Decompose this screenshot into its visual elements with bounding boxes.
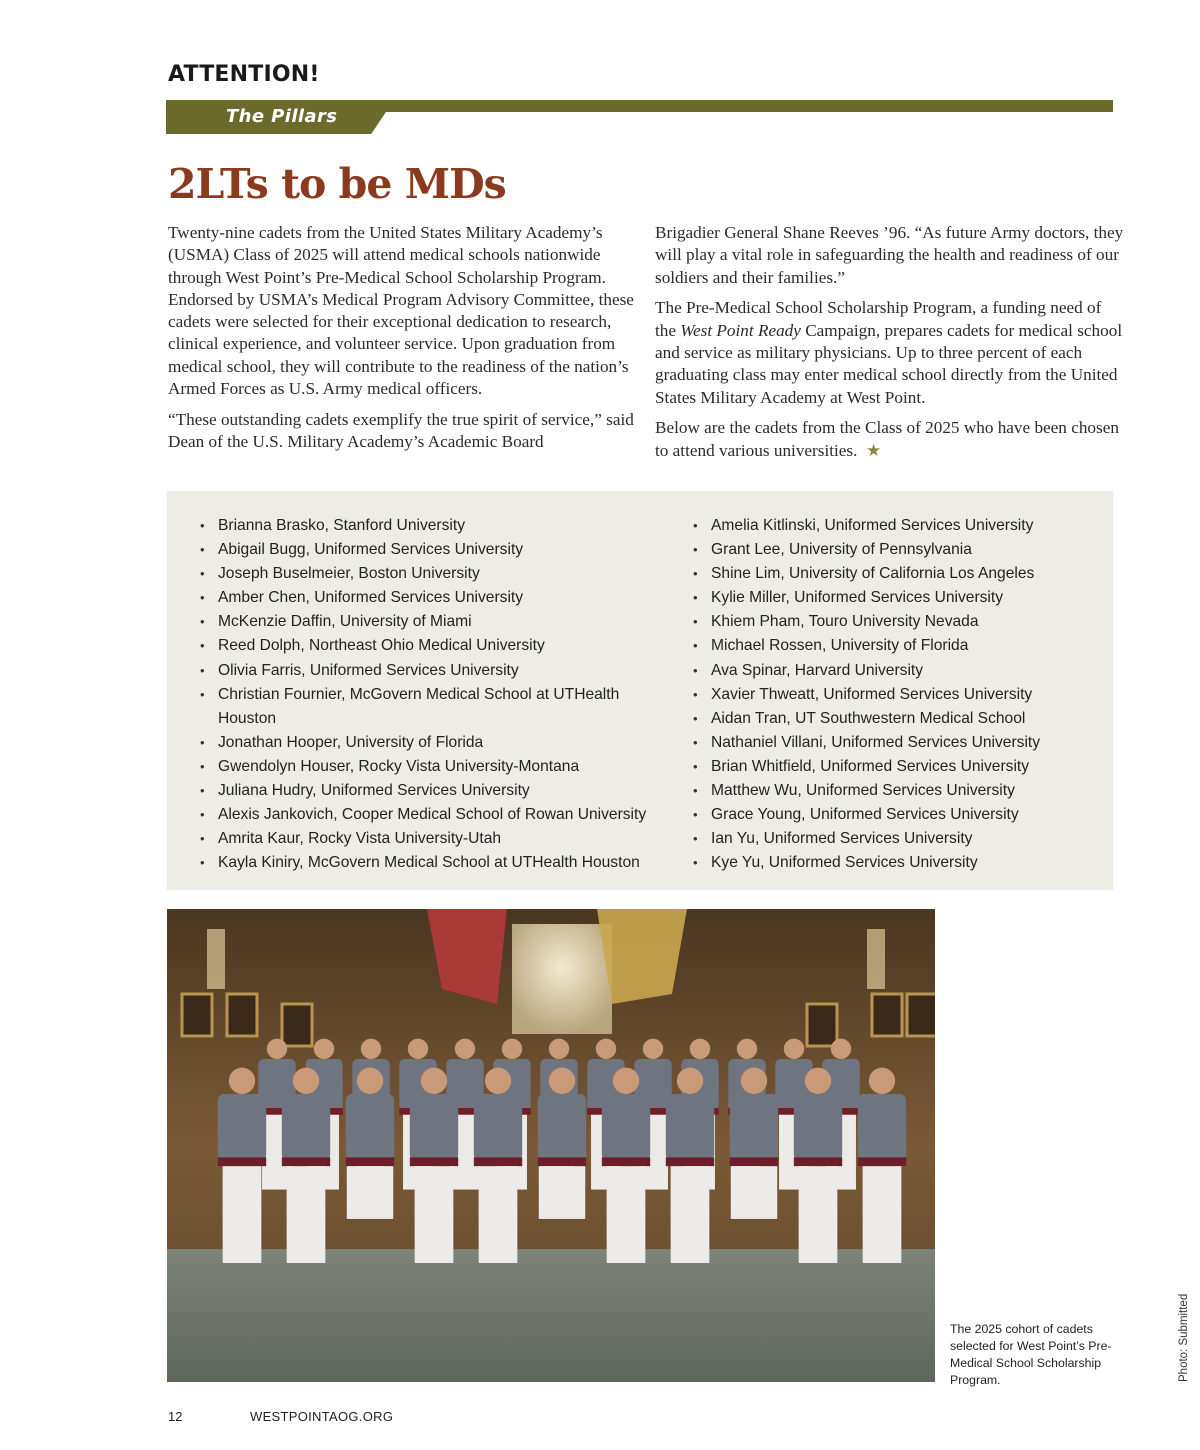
- cadet-list-item: • Jonathan Hooper, University of Florida: [200, 731, 670, 755]
- cadet-list-item: • Alexis Jankovich, Cooper Medical School of Rowan University: [200, 803, 670, 827]
- campaign-name: West Point Ready: [680, 320, 801, 340]
- cadet-list-item: • Abigail Bugg, Uniformed Services University: [200, 538, 670, 562]
- cadet-list-item: • Reed Dolph, Northeast Ohio Medical University: [200, 634, 670, 658]
- cadet-list-item: • Nathaniel Villani, Uniformed Services University: [693, 731, 1093, 755]
- cadet-list-item: • Christian Fournier, McGovern Medical School at UTHealth Houston: [200, 683, 670, 731]
- cadet-list-item: • Kylie Miller, Uniformed Services University: [693, 586, 1093, 610]
- cadet-list-item: • Kayla Kiniry, McGovern Medical School at UTHealth Houston: [200, 851, 670, 875]
- article-paragraph-3: Brigadier General Shane Reeves ’96. “As future Army doctors, they will play a vital role in safeguarding the health and readiness of our soldiers and their families.”: [655, 223, 1124, 287]
- cadet-list-item: • Amrita Kaur, Rocky Vista University-Utah: [200, 827, 670, 851]
- section-label: ATTENTION!: [168, 62, 320, 87]
- cadet-list-item: • Gwendolyn Houser, Rocky Vista University-Montana: [200, 755, 670, 779]
- cadet-list-item: • Ava Spinar, Harvard University: [693, 659, 1093, 683]
- cadet-list-item: • Michael Rossen, University of Florida: [693, 634, 1093, 658]
- footer-site-url: WESTPOINTAOG.ORG: [250, 1409, 394, 1424]
- article-paragraph-2: “These outstanding cadets exemplify the true spirit of service,” said Dean of the U.S. Military Academy’s Academic Board: [168, 409, 634, 452]
- page-number: 12: [168, 1409, 183, 1424]
- paragraph-text: Campaign, prepares cadets for medical school and service as military physicians. Up to three percent of each graduating class may enter medical school directly from the United States Military Academy at West Point.: [655, 320, 1123, 407]
- article-column-right: [655, 222, 1125, 470]
- cadet-list-item: • Shine Lim, University of California Los Angeles: [693, 562, 1093, 586]
- cadet-list-item: • Matthew Wu, Uniformed Services University: [693, 779, 1093, 803]
- cadet-list-item: • Grant Lee, University of Pennsylvania: [693, 538, 1093, 562]
- cadet-list-item: • Amelia Kitlinski, Uniformed Services University: [693, 514, 1093, 538]
- cadet-list-right: [693, 514, 1093, 875]
- article-paragraph-4: [655, 297, 1125, 408]
- cadet-list-left: [200, 514, 670, 875]
- cadet-list-item: • Xavier Thweatt, Uniformed Services University: [693, 683, 1093, 707]
- cohort-photo: [167, 909, 935, 1382]
- article-paragraph-1: Twenty-nine cadets from the United States Military Academy’s (USMA) Class of 2025 will attend medical schools nationwide through West Point’s Pre-Medical School Scholarship Program. Endorsed by USMA’s Medical Program Advisory Committee, these cadets were selected for their exceptional dedication to research, clinical experience, and volunteer service. Upon graduation from medical school, they will contribute to the readiness of the nation’s Armed Forces as U.S. Army medical officers.: [168, 223, 634, 399]
- cadet-list-item: • Ian Yu, Uniformed Services University: [693, 827, 1093, 851]
- cadet-list-item: • Joseph Buselmeier, Boston University: [200, 562, 670, 586]
- end-star-icon: ★: [865, 440, 882, 460]
- cadet-list-item: • Khiem Pham, Touro University Nevada: [693, 610, 1093, 634]
- cadet-list-item: • Juliana Hudry, Uniformed Services University: [200, 779, 670, 803]
- cadet-list-item: • Grace Young, Uniformed Services University: [693, 803, 1093, 827]
- cohort-photo-illustration: [167, 909, 935, 1382]
- cadet-list-item: • Olivia Farris, Uniformed Services University: [200, 659, 670, 683]
- cadet-list-item: • Kye Yu, Uniformed Services University: [693, 851, 1093, 875]
- cadet-list-item: • Amber Chen, Uniformed Services University: [200, 586, 670, 610]
- cadet-list-item: • Brianna Brasko, Stanford University: [200, 514, 670, 538]
- pillar-tab-label: The Pillars: [226, 106, 338, 127]
- paragraph-text: Below are the cadets from the Class of 2025 who have been chosen to attend various universities.: [655, 418, 1119, 460]
- cadet-list-item: • Aidan Tran, UT Southwestern Medical School: [693, 707, 1093, 731]
- article-paragraph-5: [655, 417, 1125, 462]
- article-column-left: [168, 222, 638, 462]
- photo-credit: Photo: Submitted: [1178, 1293, 1190, 1382]
- cadet-list-item: • McKenzie Daffin, University of Miami: [200, 610, 670, 634]
- paragraph-text: The Pre-Medical School Scholarship Program, a funding need of the: [655, 298, 1102, 340]
- article-headline: 2LTs to be MDs: [168, 160, 506, 208]
- photo-caption: The 2025 cohort of cadets selected for West Point’s Pre-Medical School Scholarship Program.: [950, 1322, 1112, 1387]
- cadet-list-item: • Brian Whitfield, Uniformed Services University: [693, 755, 1093, 779]
